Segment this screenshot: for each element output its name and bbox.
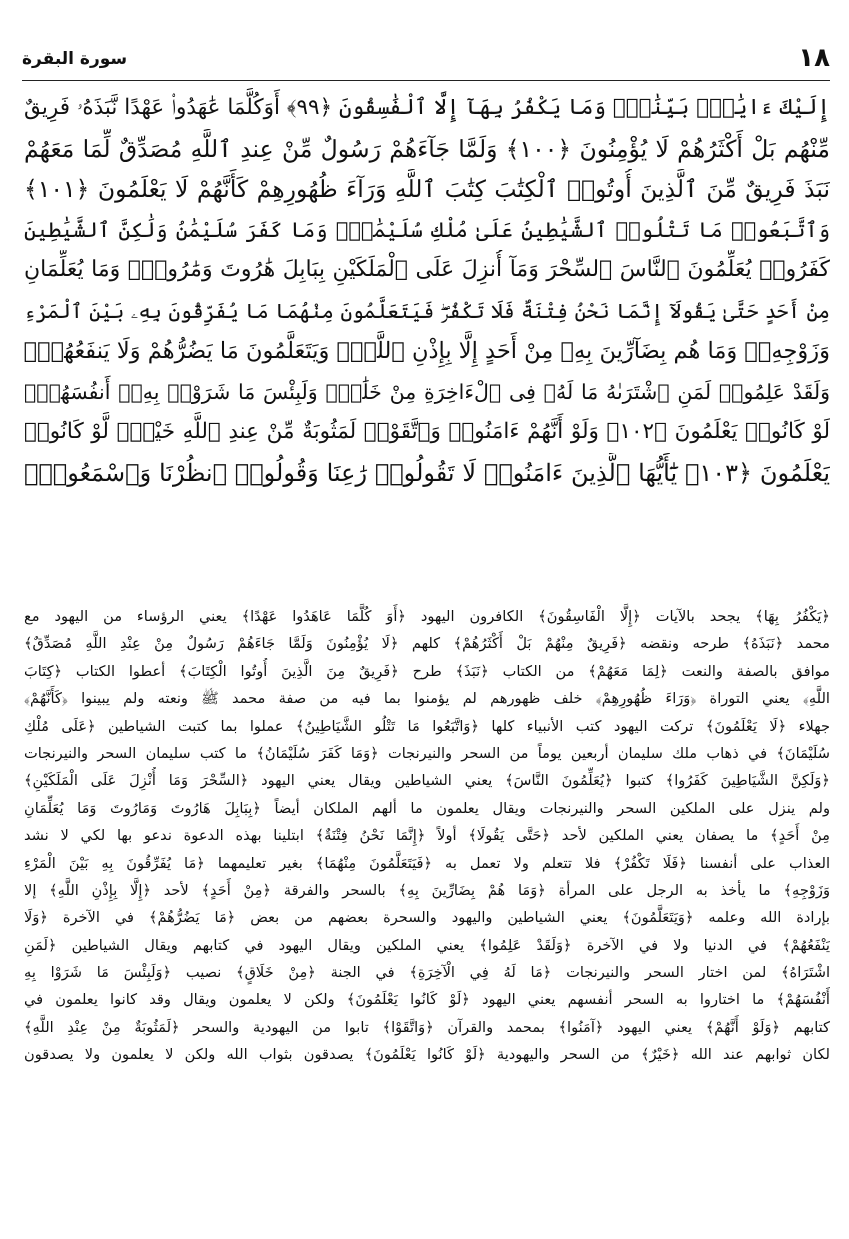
quran-line: كَفَرُوا۟ يُعَلِّمُونَ ٱلنَّاسَ ٱلسِّحْرَ وَمَآ أُنزِلَ عَلَى ٱلْمَلَكَيْنِ بِبَابِلَ هَٰرُوتَ وَمَٰرُوتَۚ وَمَا يُعَلِّمَانِ (24, 257, 830, 282)
commentary-line: أَنْفُسَهُمْ﴾ ما اختاروا به السحر أنفسهم يعني اليهود ﴿لَوْ كَانُوا يَعْلَمُونَ﴾ ولكن لا يعلمون ويقال وقد كانوا يعلمون في (24, 991, 830, 1009)
quran-line: مِّنْهُم بَلْ أَكْثَرُهُمْ لَا يُؤْمِنُونَ ﴿١٠٠﴾ وَلَمَّا جَآءَهُمْ رَسُولٌ مِّنْ عِندِ ٱللَّهِ مُصَدِّقٌ لِّمَا مَعَهُمْ (24, 134, 830, 163)
commentary-line: اللَّهِ﴾ يعني التوراة ﴿وَرَاءَ ظُهُورِهِمْ﴾ خلف ظهورهم لم يؤمنوا بما فيه من صفة محمد ﷺ ونعته ولم يبينوا ﴿كَأَنَّهُمْ﴾ (24, 690, 830, 708)
commentary-line: ﴿يَكْفُرُ بِهَا﴾ يجحد بالآيات ﴿إِلَّا الْفَاسِقُونَ﴾ الكافرون اليهود ﴿أَوَ كُلَّمَا عَاهَدُوا عَهْدًا﴾ يعني الرؤساء من اليهود مع (24, 608, 830, 625)
quran-line: مِنْ أَحَدٍ حَتَّىٰ يَقُولَآ إِنَّمَا نَحْنُ فِتْنَةٌ فَلَا تَكْفُرْۖ فَيَتَعَلَّمُونَ مِنْهُمَا مَا يُفَرِّقُونَ بِهِۦ بَيْنَ ٱلْمَرْءِ (24, 298, 830, 323)
quran-line: يَعْلَمُونَ ﴿١٠٣﴾ يَٰٓأَيُّهَا ٱلَّذِينَ ءَامَنُوا۟ لَا تَقُولُوا۟ رَٰعِنَا وَقُولُوا۟ ٱنظُرْنَا وَٱسْمَعُوا۟ۗ (24, 458, 830, 487)
commentary-line: لكان ثوابهم عند الله ﴿خَيْرٌ﴾ من السحر واليهودية ﴿لَوْ كَانُوا يَعْلَمُونَ﴾ يصدقون بثواب الله ولكن لا يعلمون ولا يصدقون (24, 1046, 830, 1064)
quran-line: إِلَيْكَ ءَايَٰتٍۭ بَيِّنَٰتٍۖ وَمَا يَكْفُرُ بِهَآ إِلَّا ٱلْفَٰسِقُونَ ﴿٩٩﴾ أَوَكُلَّمَا عَٰهَدُوا۟ عَهْدًا نَّبَذَهُۥ فَرِيقٌ (24, 95, 830, 120)
commentary-line: بإرادة الله وعلمه ﴿وَيَتَعَلَّمُونَ﴾ يعني الشياطين واليهود والسحرة بعضهم من بعض ﴿مَا يَضُرُّهُمْ﴾ في الآخرة ﴿وَلَا (24, 909, 830, 927)
commentary-line: اشْتَرَاهُ﴾ لمن اختار السحر والنيرنجات ﴿مَا لَهُ فِي الْآخِرَةِ﴾ في الجنة ﴿مِنْ خَلَاقٍ﴾ نصيب ﴿وَلَبِئْسَ مَا شَرَوْا بِهِ (24, 964, 830, 982)
commentary-line: كتابهم ﴿وَلَوْ أَنَّهُمْ﴾ يعني اليهود ﴿آمَنُوا﴾ بمحمد والقرآن ﴿وَاتَّقَوْا﴾ تابوا من اليهودية والسحر ﴿لَمَثُوبَةٌ مِنْ عِنْدِ اللَّهِ﴾ (24, 1018, 830, 1036)
commentary-line: موافق بالصفة والنعت ﴿لِمَا مَعَهُمْ﴾ من الكتاب ﴿نَبَذَ﴾ طرح ﴿فَرِيقٌ مِنَ الَّذِينَ أُوتُوا الْكِتَابَ﴾ أعطوا الكتاب ﴿كِتَابَ (24, 662, 830, 680)
quran-line: وَزَوْجِهِۦۚ وَمَا هُم بِضَآرِّينَ بِهِۦ مِنْ أَحَدٍ إِلَّا بِإِذْنِ ٱللَّهِۚ وَيَتَعَلَّمُونَ مَا يَضُرُّهُمْ وَلَا يَنفَعُهُمْۚ (24, 338, 830, 364)
commentary-line: وَزَوْجِهِ﴾ ما يأخذ به الرجل على المرأة ﴿وَمَا هُمْ بِضَارِّينَ بِهِ﴾ بالسحر والفرقة ﴿مِنْ أَحَدٍ﴾ لأحد ﴿إِلَّا بِإِذْنِ اللَّهِ﴾ إلا (24, 881, 830, 899)
quran-text-block (24, 88, 830, 568)
commentary-line: جهلاء ﴿لَا يَعْلَمُونَ﴾ تركت اليهود كتب الأنبياء كلها ﴿وَاتَّبَعُوا مَا تَتْلُو الشَّيَاطِينُ﴾ عملوا بما كتبت الشياطين ﴿عَلَى مُلْكِ (24, 717, 830, 735)
commentary-line: يَنْفَعُهُمْ﴾ في الدنيا ولا في الآخرة ﴿وَلَقَدْ عَلِمُوا﴾ يعني الملكين ويقال اليهود في كتابهم ويقال الشياطين ﴿لَمَنِ (24, 936, 830, 954)
quran-line: نَبَذَ فَرِيقٌ مِّنَ ٱلَّذِينَ أُوتُوا۟ ٱلْكِتَٰبَ كِتَٰبَ ٱللَّهِ وَرَآءَ ظُهُورِهِمْ كَأَنَّهُمْ لَا يَعْلَمُونَ ﴿١٠١﴾ (24, 175, 830, 203)
commentary-line: سُلَيْمَانَ﴾ في ذهاب ملك سليمان أربعين يوماً من السحر والنيرنجات ﴿وَمَا كَفَرَ سُلَيْمَانُ﴾ ما كتب سليمان السحر والنيرنجات (24, 744, 830, 762)
quran-line: وَٱتَّبَعُوا۟ مَا تَتْلُوا۟ ٱلشَّيَٰطِينُ عَلَىٰ مُلْكِ سُلَيْمَٰنَۖ وَمَا كَفَرَ سُلَيْمَٰنُ وَلَٰكِنَّ ٱلشَّيَٰطِينَ (24, 217, 830, 242)
page-number: ١٨ (798, 43, 830, 73)
commentary-line: ﴿وَلَكِنَّ الشَّيَاطِينَ كَفَرُوا﴾ كتبوا ﴿يُعَلِّمُونَ النَّاسَ﴾ يعني الشياطين ويقال يعني اليهود ﴿السِّحْرَ وَمَا أُنْزِلَ عَلَى الْمَلَكَيْنِ﴾ (24, 772, 830, 790)
commentary-line: مِنْ أَحَدٍ﴾ ما يصفان يعني الملكين لأحد ﴿حَتَّى يَقُولَا﴾ أولاً ﴿إِنَّمَا نَحْنُ فِتْنَةٌ﴾ ابتلينا بهذه الدعوة ندعو بها لكي لا نشد (24, 827, 830, 845)
quran-line: لَوْ كَانُوا۟ يَعْلَمُونَ ﴿١٠٢﴾ وَلَوْ أَنَّهُمْ ءَامَنُوا۟ وَٱتَّقَوْا۟ لَمَثُوبَةٌ مِّنْ عِندِ ٱللَّهِ خَيْرٌۖ لَّوْ كَانُوا۟ (24, 419, 830, 444)
page-header (22, 38, 830, 78)
commentary-line: محمد ﴿نَبَذَهُ﴾ طرحه ونقضه ﴿فَرِيقٌ مِنْهُمْ بَلْ أَكْثَرُهُمْ﴾ كلهم ﴿لَا يُؤْمِنُونَ وَلَمَّا جَاءَهُمْ رَسُولٌ مِنْ عِنْدِ اللَّهِ مُصَدِّقٌ﴾ (24, 635, 830, 653)
quran-line: وَلَقَدْ عَلِمُوا۟ لَمَنِ ٱشْتَرَىٰهُ مَا لَهُۥ فِى ٱلْءَاخِرَةِ مِنْ خَلَٰقٍۚ وَلَبِئْسَ مَا شَرَوْا۟ بِهِۦٓ أَنفُسَهُمْۚ (24, 379, 830, 404)
surah-title: سورة البقرة (22, 49, 128, 69)
tafsir-commentary (24, 603, 830, 1223)
commentary-line: ولم ينزل على الملكين السحر والنيرنجات ويقال يعلمون ما ألهم الملكان أيضاً ﴿بِبَابِلَ هَارُوتَ وَمَارُوتَ وَمَا يُعَلِّمَانِ (24, 799, 830, 817)
header-divider (22, 80, 830, 81)
commentary-line: العذاب على أنفسنا ﴿فَلَا تَكْفُرْ﴾ فلا تتعلم ولا تعمل به ﴿فَيَتَعَلَّمُونَ مِنْهُمَا﴾ بغير تعليمهما ﴿مَا يُفَرِّقُونَ بِهِ بَيْنَ الْمَرْءِ (24, 854, 830, 872)
